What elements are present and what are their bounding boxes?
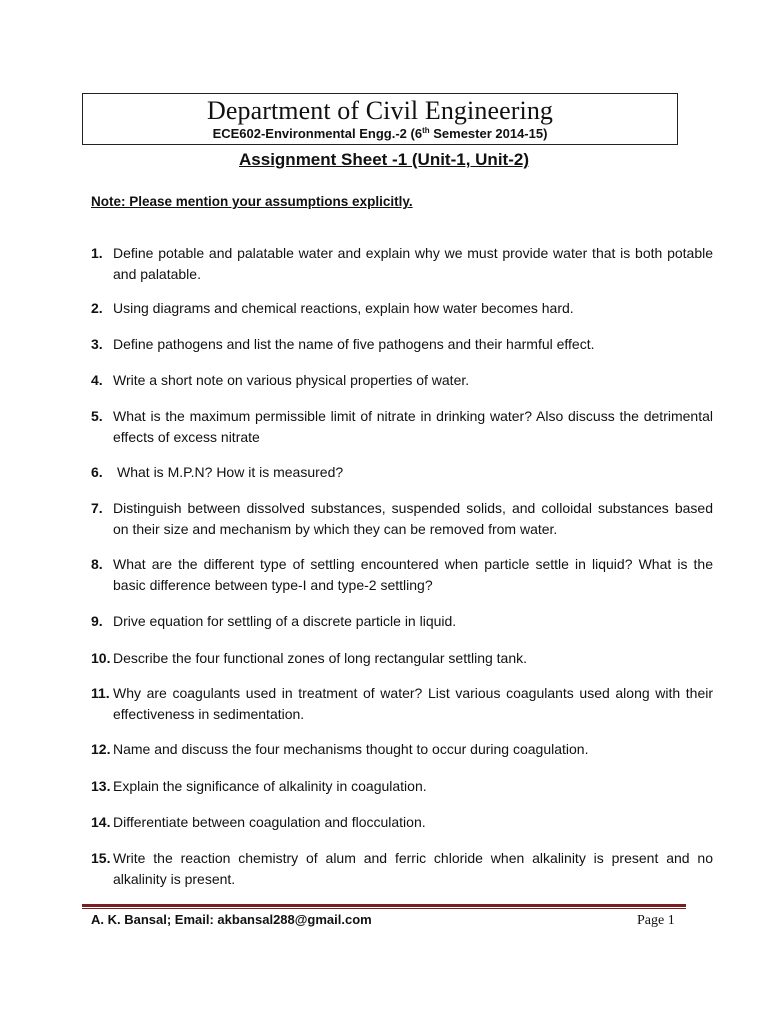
footer-rule-thin <box>82 908 686 909</box>
question-item <box>91 298 713 319</box>
question-text: Why are coagulants used in treatment of water? List various coagulants used along with their effectiveness in sedimentation. <box>113 685 713 722</box>
course-prefix: ECE602-Environmental Engg.-2 (6 <box>212 126 423 141</box>
question-text: Using diagrams and chemical reactions, explain how water becomes hard. <box>113 300 574 316</box>
page-number: Page 1 <box>637 913 675 928</box>
question-item <box>91 334 713 355</box>
question-number: 13. <box>91 778 111 794</box>
question-text: Define potable and palatable water and explain why we must provide water that is both potable and palatable. <box>113 245 713 282</box>
question-number: 3. <box>91 336 103 352</box>
question-item <box>91 848 713 890</box>
question-text: Define pathogens and list the name of five pathogens and their harmful effect. <box>113 336 595 352</box>
question-number: 14. <box>91 814 111 830</box>
question-item <box>91 739 713 760</box>
note: Note: Please mention your assumptions explicitly. <box>91 194 413 209</box>
question-text: Write a short note on various physical properties of water. <box>113 372 470 388</box>
question-number: 2. <box>91 300 103 316</box>
question-text: Drive equation for settling of a discrete particle in liquid. <box>113 613 457 629</box>
question-item <box>91 648 713 669</box>
question-item <box>91 554 713 596</box>
question-number: 1. <box>91 245 103 261</box>
question-text: Explain the significance of alkalinity in coagulation. <box>113 778 427 794</box>
question-item <box>91 611 713 632</box>
question-number: 4. <box>91 372 103 388</box>
question-number: 10. <box>91 650 111 666</box>
course-title <box>83 126 677 142</box>
question-number: 11. <box>91 685 110 701</box>
question-number: 7. <box>91 500 103 516</box>
assignment-title: Assignment Sheet -1 (Unit-1, Unit-2) <box>239 150 529 169</box>
footer-author: A. K. Bansal; Email: akbansal288@gmail.com <box>91 912 372 927</box>
question-text: What are the different type of settling encountered when particle settle in liquid? What is the basic difference between type-I and type-2 settling? <box>113 556 713 593</box>
header-box <box>82 93 678 145</box>
question-item <box>91 462 713 483</box>
question-text: Name and discuss the four mechanisms thought to occur during coagulation. <box>113 741 589 757</box>
question-number: 5. <box>91 408 103 424</box>
question-text: Distinguish between dissolved substances, suspended solids, and colloidal substances based on their size and mechanism by which they can be removed from water. <box>113 500 713 537</box>
question-number: 9. <box>91 613 103 629</box>
question-item <box>91 683 713 725</box>
question-number: 6. <box>91 464 103 480</box>
course-suffix: Semester 2014-15) <box>429 126 548 141</box>
course-superscript: th <box>422 126 430 135</box>
question-number: 15. <box>91 850 111 866</box>
question-item <box>91 370 713 391</box>
question-item <box>91 243 713 285</box>
question-item <box>91 812 713 833</box>
question-text: Differentiate between coagulation and flocculation. <box>113 814 426 830</box>
question-number: 12. <box>91 741 111 757</box>
question-item <box>91 406 713 448</box>
footer-rule-thick <box>82 904 686 907</box>
question-item <box>91 498 713 540</box>
question-text: Describe the four functional zones of long rectangular settling tank. <box>113 650 528 666</box>
question-item <box>91 776 713 797</box>
question-text: Write the reaction chemistry of alum and ferric chloride when alkalinity is present and no alkalinity is present. <box>113 850 713 887</box>
question-number: 8. <box>91 556 103 572</box>
question-text: What is M.P.N? How it is measured? <box>117 464 344 480</box>
department-title: Department of Civil Engineering <box>206 96 554 125</box>
question-text: What is the maximum permissible limit of nitrate in drinking water? Also discuss the detrimental effects of excess nitrate <box>113 408 713 445</box>
